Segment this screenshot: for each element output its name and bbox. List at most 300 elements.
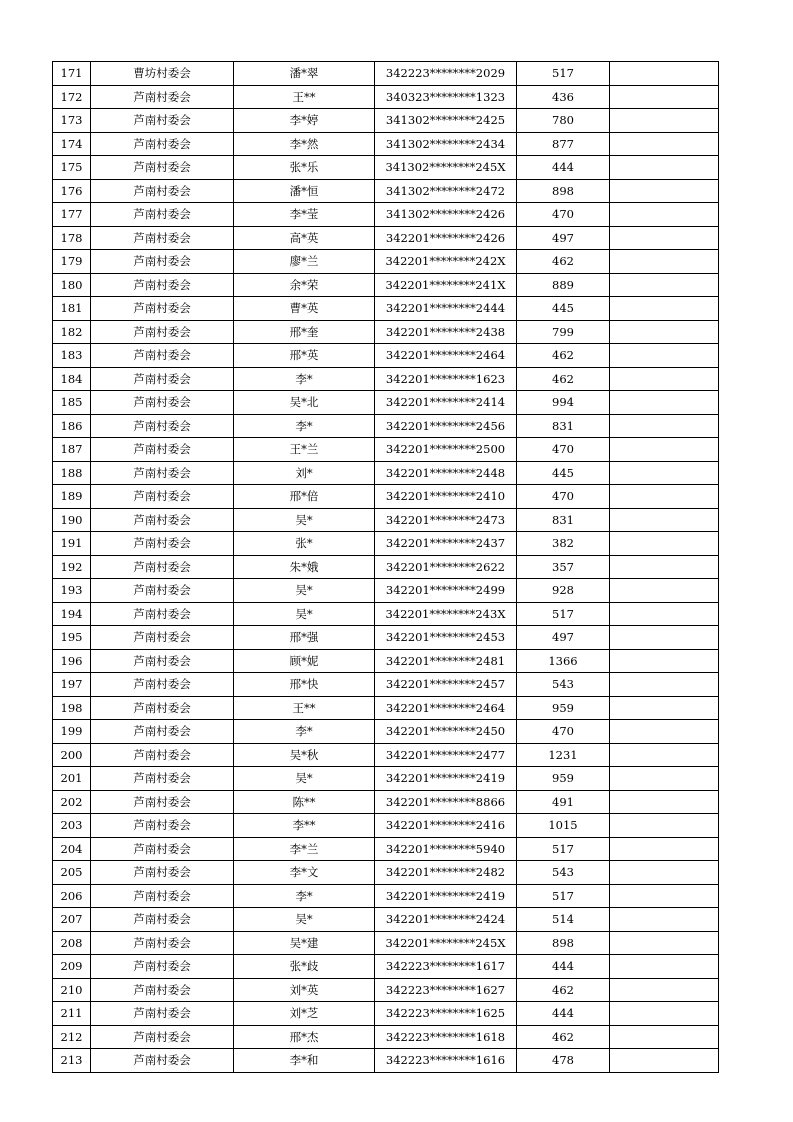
row-number-cell: 198 <box>53 696 91 720</box>
id-number-cell: 342201********2419 <box>375 767 517 791</box>
amount-cell: 799 <box>517 320 610 344</box>
id-number-cell: 342201********1623 <box>375 367 517 391</box>
records-table <box>52 61 719 1073</box>
amount-cell: 517 <box>517 884 610 908</box>
village-committee-cell: 芦南村委会 <box>91 391 234 415</box>
village-committee-cell: 曹坊村委会 <box>91 62 234 86</box>
table-row <box>53 132 719 156</box>
village-committee-cell: 芦南村委会 <box>91 320 234 344</box>
row-number-cell: 197 <box>53 673 91 697</box>
remark-cell <box>610 391 719 415</box>
row-number-cell: 177 <box>53 203 91 227</box>
amount-cell: 478 <box>517 1049 610 1073</box>
amount-cell: 517 <box>517 602 610 626</box>
person-name-cell: 张* <box>234 532 375 556</box>
id-number-cell: 341302********2425 <box>375 109 517 133</box>
remark-cell <box>610 696 719 720</box>
table-row <box>53 62 719 86</box>
village-committee-cell: 芦南村委会 <box>91 1025 234 1049</box>
amount-cell: 436 <box>517 85 610 109</box>
remark-cell <box>610 508 719 532</box>
person-name-cell: 李* <box>234 884 375 908</box>
person-name-cell: 邢*杰 <box>234 1025 375 1049</box>
id-number-cell: 342201********2437 <box>375 532 517 556</box>
remark-cell <box>610 931 719 955</box>
id-number-cell: 342201********2499 <box>375 579 517 603</box>
id-number-cell: 342223********2029 <box>375 62 517 86</box>
row-number-cell: 195 <box>53 626 91 650</box>
amount-cell: 514 <box>517 908 610 932</box>
amount-cell: 491 <box>517 790 610 814</box>
person-name-cell: 朱*娥 <box>234 555 375 579</box>
row-number-cell: 183 <box>53 344 91 368</box>
remark-cell <box>610 320 719 344</box>
village-committee-cell: 芦南村委会 <box>91 179 234 203</box>
village-committee-cell: 芦南村委会 <box>91 1002 234 1026</box>
village-committee-cell: 芦南村委会 <box>91 673 234 697</box>
person-name-cell: 李* <box>234 720 375 744</box>
table-row <box>53 1049 719 1073</box>
id-number-cell: 342201********2450 <box>375 720 517 744</box>
person-name-cell: 李*然 <box>234 132 375 156</box>
row-number-cell: 207 <box>53 908 91 932</box>
person-name-cell: 李*兰 <box>234 837 375 861</box>
row-number-cell: 181 <box>53 297 91 321</box>
amount-cell: 543 <box>517 673 610 697</box>
row-number-cell: 187 <box>53 438 91 462</box>
amount-cell: 497 <box>517 226 610 250</box>
row-number-cell: 213 <box>53 1049 91 1073</box>
remark-cell <box>610 814 719 838</box>
person-name-cell: 邢*英 <box>234 344 375 368</box>
row-number-cell: 211 <box>53 1002 91 1026</box>
id-number-cell: 342223********1618 <box>375 1025 517 1049</box>
amount-cell: 445 <box>517 297 610 321</box>
remark-cell <box>610 485 719 509</box>
table-row <box>53 626 719 650</box>
village-committee-cell: 芦南村委会 <box>91 485 234 509</box>
id-number-cell: 342201********2473 <box>375 508 517 532</box>
village-committee-cell: 芦南村委会 <box>91 273 234 297</box>
amount-cell: 445 <box>517 461 610 485</box>
village-committee-cell: 芦南村委会 <box>91 978 234 1002</box>
row-number-cell: 209 <box>53 955 91 979</box>
table-row <box>53 438 719 462</box>
village-committee-cell: 芦南村委会 <box>91 555 234 579</box>
id-number-cell: 342201********2438 <box>375 320 517 344</box>
id-number-cell: 342201********245X <box>375 931 517 955</box>
person-name-cell: 吴* <box>234 767 375 791</box>
id-number-cell: 342223********1616 <box>375 1049 517 1073</box>
village-committee-cell: 芦南村委会 <box>91 85 234 109</box>
amount-cell: 357 <box>517 555 610 579</box>
table-row <box>53 485 719 509</box>
row-number-cell: 189 <box>53 485 91 509</box>
table-row <box>53 743 719 767</box>
row-number-cell: 203 <box>53 814 91 838</box>
amount-cell: 517 <box>517 837 610 861</box>
amount-cell: 470 <box>517 485 610 509</box>
row-number-cell: 179 <box>53 250 91 274</box>
table-row <box>53 814 719 838</box>
remark-cell <box>610 626 719 650</box>
id-number-cell: 342201********5940 <box>375 837 517 861</box>
row-number-cell: 201 <box>53 767 91 791</box>
village-committee-cell: 芦南村委会 <box>91 790 234 814</box>
person-name-cell: 王** <box>234 696 375 720</box>
amount-cell: 470 <box>517 203 610 227</box>
person-name-cell: 陈** <box>234 790 375 814</box>
village-committee-cell: 芦南村委会 <box>91 508 234 532</box>
remark-cell <box>610 156 719 180</box>
table-row <box>53 203 719 227</box>
village-committee-cell: 芦南村委会 <box>91 250 234 274</box>
table-row <box>53 579 719 603</box>
row-number-cell: 202 <box>53 790 91 814</box>
table-row <box>53 297 719 321</box>
id-number-cell: 342201********2457 <box>375 673 517 697</box>
amount-cell: 444 <box>517 955 610 979</box>
table-row <box>53 344 719 368</box>
remark-cell <box>610 532 719 556</box>
village-committee-cell: 芦南村委会 <box>91 579 234 603</box>
table-row <box>53 884 719 908</box>
id-number-cell: 342223********1625 <box>375 1002 517 1026</box>
table-row <box>53 720 719 744</box>
person-name-cell: 张*歧 <box>234 955 375 979</box>
id-number-cell: 342201********2464 <box>375 344 517 368</box>
remark-cell <box>610 1002 719 1026</box>
table-row <box>53 226 719 250</box>
remark-cell <box>610 743 719 767</box>
row-number-cell: 176 <box>53 179 91 203</box>
village-committee-cell: 芦南村委会 <box>91 649 234 673</box>
id-number-cell: 342201********2419 <box>375 884 517 908</box>
row-number-cell: 186 <box>53 414 91 438</box>
row-number-cell: 192 <box>53 555 91 579</box>
row-number-cell: 185 <box>53 391 91 415</box>
row-number-cell: 175 <box>53 156 91 180</box>
remark-cell <box>610 273 719 297</box>
id-number-cell: 342201********8866 <box>375 790 517 814</box>
table-row <box>53 955 719 979</box>
remark-cell <box>610 884 719 908</box>
person-name-cell: 邢*倍 <box>234 485 375 509</box>
remark-cell <box>610 908 719 932</box>
person-name-cell: 李*莹 <box>234 203 375 227</box>
records-body <box>53 62 719 1073</box>
amount-cell: 444 <box>517 1002 610 1026</box>
row-number-cell: 172 <box>53 85 91 109</box>
table-row <box>53 602 719 626</box>
person-name-cell: 吴* <box>234 579 375 603</box>
amount-cell: 444 <box>517 156 610 180</box>
village-committee-cell: 芦南村委会 <box>91 461 234 485</box>
remark-cell <box>610 414 719 438</box>
person-name-cell: 刘* <box>234 461 375 485</box>
remark-cell <box>610 579 719 603</box>
person-name-cell: 李** <box>234 814 375 838</box>
village-committee-cell: 芦南村委会 <box>91 626 234 650</box>
amount-cell: 462 <box>517 344 610 368</box>
village-committee-cell: 芦南村委会 <box>91 908 234 932</box>
id-number-cell: 341302********2434 <box>375 132 517 156</box>
id-number-cell: 341302********2426 <box>375 203 517 227</box>
row-number-cell: 200 <box>53 743 91 767</box>
remark-cell <box>610 955 719 979</box>
person-name-cell: 顾*妮 <box>234 649 375 673</box>
person-name-cell: 曹*英 <box>234 297 375 321</box>
person-name-cell: 吴*北 <box>234 391 375 415</box>
village-committee-cell: 芦南村委会 <box>91 814 234 838</box>
amount-cell: 877 <box>517 132 610 156</box>
remark-cell <box>610 62 719 86</box>
person-name-cell: 邢*奎 <box>234 320 375 344</box>
remark-cell <box>610 344 719 368</box>
village-committee-cell: 芦南村委会 <box>91 156 234 180</box>
village-committee-cell: 芦南村委会 <box>91 767 234 791</box>
person-name-cell: 邢*强 <box>234 626 375 650</box>
person-name-cell: 吴* <box>234 508 375 532</box>
amount-cell: 1015 <box>517 814 610 838</box>
village-committee-cell: 芦南村委会 <box>91 109 234 133</box>
id-number-cell: 341302********2472 <box>375 179 517 203</box>
village-committee-cell: 芦南村委会 <box>91 297 234 321</box>
village-committee-cell: 芦南村委会 <box>91 532 234 556</box>
person-name-cell: 张*乐 <box>234 156 375 180</box>
village-committee-cell: 芦南村委会 <box>91 884 234 908</box>
amount-cell: 1231 <box>517 743 610 767</box>
row-number-cell: 196 <box>53 649 91 673</box>
row-number-cell: 204 <box>53 837 91 861</box>
table-row <box>53 861 719 885</box>
table-row <box>53 367 719 391</box>
village-committee-cell: 芦南村委会 <box>91 743 234 767</box>
remark-cell <box>610 109 719 133</box>
row-number-cell: 199 <box>53 720 91 744</box>
row-number-cell: 208 <box>53 931 91 955</box>
table-row <box>53 109 719 133</box>
table-row <box>53 85 719 109</box>
table-row <box>53 461 719 485</box>
table-row <box>53 156 719 180</box>
table-row <box>53 649 719 673</box>
remark-cell <box>610 790 719 814</box>
id-number-cell: 342201********241X <box>375 273 517 297</box>
amount-cell: 898 <box>517 931 610 955</box>
amount-cell: 470 <box>517 438 610 462</box>
village-committee-cell: 芦南村委会 <box>91 203 234 227</box>
amount-cell: 382 <box>517 532 610 556</box>
row-number-cell: 178 <box>53 226 91 250</box>
row-number-cell: 173 <box>53 109 91 133</box>
remark-cell <box>610 720 719 744</box>
amount-cell: 470 <box>517 720 610 744</box>
row-number-cell: 171 <box>53 62 91 86</box>
village-committee-cell: 芦南村委会 <box>91 696 234 720</box>
amount-cell: 994 <box>517 391 610 415</box>
table-row <box>53 837 719 861</box>
id-number-cell: 342201********2500 <box>375 438 517 462</box>
row-number-cell: 205 <box>53 861 91 885</box>
remark-cell <box>610 837 719 861</box>
remark-cell <box>610 555 719 579</box>
id-number-cell: 342201********2453 <box>375 626 517 650</box>
remark-cell <box>610 978 719 1002</box>
table-row <box>53 179 719 203</box>
table-row <box>53 696 719 720</box>
row-number-cell: 190 <box>53 508 91 532</box>
data-sheet <box>52 61 718 1073</box>
id-number-cell: 341302********245X <box>375 156 517 180</box>
id-number-cell: 342201********2464 <box>375 696 517 720</box>
person-name-cell: 吴*秋 <box>234 743 375 767</box>
table-row <box>53 767 719 791</box>
village-committee-cell: 芦南村委会 <box>91 955 234 979</box>
id-number-cell: 342201********243X <box>375 602 517 626</box>
village-committee-cell: 芦南村委会 <box>91 837 234 861</box>
row-number-cell: 182 <box>53 320 91 344</box>
amount-cell: 928 <box>517 579 610 603</box>
row-number-cell: 174 <box>53 132 91 156</box>
amount-cell: 1366 <box>517 649 610 673</box>
table-row <box>53 1002 719 1026</box>
remark-cell <box>610 132 719 156</box>
amount-cell: 497 <box>517 626 610 650</box>
person-name-cell: 潘*恒 <box>234 179 375 203</box>
id-number-cell: 342201********2414 <box>375 391 517 415</box>
id-number-cell: 342201********2426 <box>375 226 517 250</box>
village-committee-cell: 芦南村委会 <box>91 931 234 955</box>
id-number-cell: 340323********1323 <box>375 85 517 109</box>
remark-cell <box>610 367 719 391</box>
village-committee-cell: 芦南村委会 <box>91 438 234 462</box>
amount-cell: 831 <box>517 414 610 438</box>
amount-cell: 959 <box>517 767 610 791</box>
table-row <box>53 320 719 344</box>
table-row <box>53 508 719 532</box>
row-number-cell: 180 <box>53 273 91 297</box>
person-name-cell: 刘*芝 <box>234 1002 375 1026</box>
person-name-cell: 余*荣 <box>234 273 375 297</box>
id-number-cell: 342201********2448 <box>375 461 517 485</box>
person-name-cell: 李* <box>234 414 375 438</box>
person-name-cell: 邢*快 <box>234 673 375 697</box>
id-number-cell: 342223********1627 <box>375 978 517 1002</box>
village-committee-cell: 芦南村委会 <box>91 132 234 156</box>
amount-cell: 543 <box>517 861 610 885</box>
table-row <box>53 931 719 955</box>
amount-cell: 780 <box>517 109 610 133</box>
amount-cell: 517 <box>517 62 610 86</box>
amount-cell: 898 <box>517 179 610 203</box>
id-number-cell: 342201********2444 <box>375 297 517 321</box>
table-row <box>53 555 719 579</box>
table-row <box>53 391 719 415</box>
table-row <box>53 978 719 1002</box>
remark-cell <box>610 861 719 885</box>
remark-cell <box>610 1049 719 1073</box>
amount-cell: 959 <box>517 696 610 720</box>
person-name-cell: 吴*建 <box>234 931 375 955</box>
remark-cell <box>610 85 719 109</box>
person-name-cell: 李*文 <box>234 861 375 885</box>
id-number-cell: 342201********2622 <box>375 555 517 579</box>
row-number-cell: 194 <box>53 602 91 626</box>
row-number-cell: 193 <box>53 579 91 603</box>
person-name-cell: 李*婷 <box>234 109 375 133</box>
village-committee-cell: 芦南村委会 <box>91 226 234 250</box>
remark-cell <box>610 649 719 673</box>
id-number-cell: 342201********242X <box>375 250 517 274</box>
remark-cell <box>610 297 719 321</box>
row-number-cell: 191 <box>53 532 91 556</box>
remark-cell <box>610 226 719 250</box>
amount-cell: 831 <box>517 508 610 532</box>
remark-cell <box>610 673 719 697</box>
id-number-cell: 342201********2481 <box>375 649 517 673</box>
person-name-cell: 潘*翠 <box>234 62 375 86</box>
person-name-cell: 李*和 <box>234 1049 375 1073</box>
amount-cell: 462 <box>517 367 610 391</box>
id-number-cell: 342201********2456 <box>375 414 517 438</box>
row-number-cell: 184 <box>53 367 91 391</box>
table-row <box>53 673 719 697</box>
person-name-cell: 廖*兰 <box>234 250 375 274</box>
remark-cell <box>610 179 719 203</box>
village-committee-cell: 芦南村委会 <box>91 367 234 391</box>
village-committee-cell: 芦南村委会 <box>91 861 234 885</box>
person-name-cell: 刘*英 <box>234 978 375 1002</box>
row-number-cell: 206 <box>53 884 91 908</box>
village-committee-cell: 芦南村委会 <box>91 414 234 438</box>
remark-cell <box>610 767 719 791</box>
amount-cell: 462 <box>517 978 610 1002</box>
remark-cell <box>610 461 719 485</box>
amount-cell: 462 <box>517 250 610 274</box>
table-row <box>53 532 719 556</box>
person-name-cell: 吴* <box>234 602 375 626</box>
table-row <box>53 414 719 438</box>
amount-cell: 462 <box>517 1025 610 1049</box>
id-number-cell: 342201********2477 <box>375 743 517 767</box>
table-row <box>53 1025 719 1049</box>
remark-cell <box>610 1025 719 1049</box>
table-row <box>53 790 719 814</box>
table-row <box>53 273 719 297</box>
person-name-cell: 高*英 <box>234 226 375 250</box>
id-number-cell: 342201********2416 <box>375 814 517 838</box>
row-number-cell: 210 <box>53 978 91 1002</box>
remark-cell <box>610 250 719 274</box>
table-row <box>53 250 719 274</box>
row-number-cell: 188 <box>53 461 91 485</box>
remark-cell <box>610 203 719 227</box>
village-committee-cell: 芦南村委会 <box>91 720 234 744</box>
id-number-cell: 342201********2410 <box>375 485 517 509</box>
village-committee-cell: 芦南村委会 <box>91 344 234 368</box>
person-name-cell: 王*兰 <box>234 438 375 462</box>
person-name-cell: 吴* <box>234 908 375 932</box>
amount-cell: 889 <box>517 273 610 297</box>
village-committee-cell: 芦南村委会 <box>91 602 234 626</box>
id-number-cell: 342223********1617 <box>375 955 517 979</box>
person-name-cell: 王** <box>234 85 375 109</box>
table-row <box>53 908 719 932</box>
person-name-cell: 李* <box>234 367 375 391</box>
id-number-cell: 342201********2424 <box>375 908 517 932</box>
id-number-cell: 342201********2482 <box>375 861 517 885</box>
